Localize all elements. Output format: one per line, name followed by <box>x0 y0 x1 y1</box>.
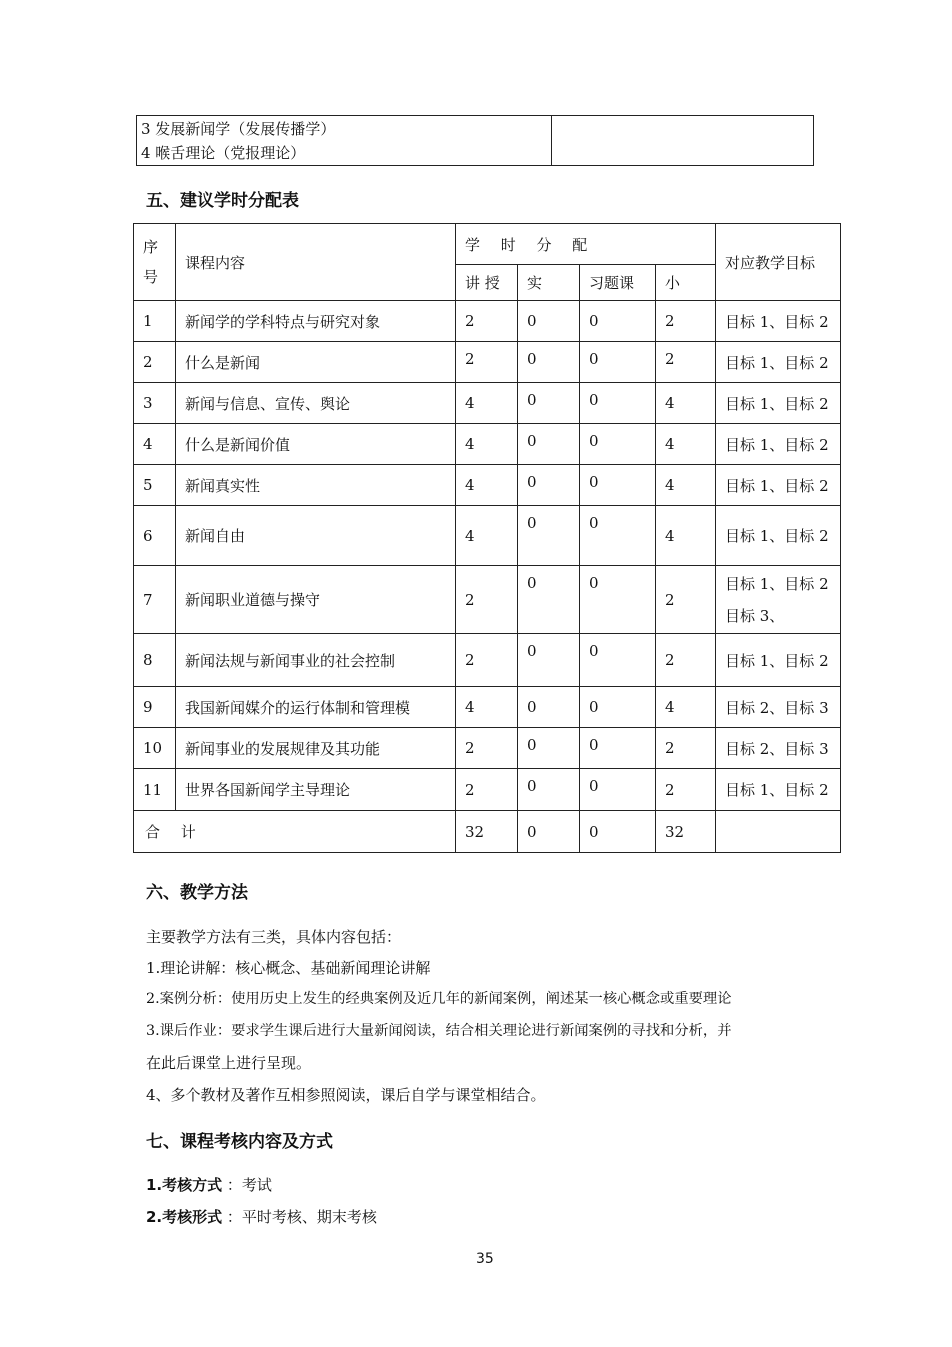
row-exercise: 0 <box>580 687 656 728</box>
total-goal-empty <box>716 811 841 853</box>
section-title: 五、建议学时分配表 <box>146 191 299 211</box>
paragraph: 3.课后作业：要求学生课后进行大量新闻阅读，结合相关理论进行新闻案例的寻找和分析，并 <box>146 1023 732 1039</box>
row-content: 世界各国新闻学主导理论 <box>176 769 456 811</box>
row-subtotal: 2 <box>656 342 716 383</box>
assessment-form-value: ：平时考核、期末考核 <box>226 1208 377 1226</box>
row-content: 什么是新闻价值 <box>176 424 456 465</box>
row-practice: 0 <box>518 687 580 728</box>
paragraph: 在此后课堂上进行呈现。 <box>146 1054 312 1072</box>
row-no: 8 <box>134 634 176 687</box>
header-seq <box>134 224 176 301</box>
row-subtotal: 2 <box>656 728 716 769</box>
row-practice: 0 <box>518 465 580 506</box>
row-lecture: 2 <box>456 342 518 383</box>
table-row <box>134 383 841 424</box>
row-exercise: 0 <box>580 634 656 687</box>
row-exercise: 0 <box>580 383 656 424</box>
total-label: 合 计 <box>134 811 456 853</box>
row-goal: 目标 1、目标 2 <box>716 424 841 465</box>
row-practice: 0 <box>518 728 580 769</box>
row-no: 3 <box>134 383 176 424</box>
total-row <box>134 811 841 853</box>
header-seq-line: 序 <box>143 238 159 256</box>
row-goal: 目标 1、目标 2 <box>716 634 841 687</box>
table-row <box>134 506 841 566</box>
total-subtotal: 32 <box>656 811 716 853</box>
row-subtotal: 4 <box>656 383 716 424</box>
row-exercise: 0 <box>580 769 656 811</box>
continuation-line: 4 喉舌理论（党报理论） <box>141 144 306 162</box>
header-practice: 实 <box>518 265 580 301</box>
continuation-line: 3 发展新闻学（发展传播学） <box>141 120 336 138</box>
row-no: 4 <box>134 424 176 465</box>
row-practice: 0 <box>518 342 580 383</box>
row-subtotal: 4 <box>656 465 716 506</box>
header-subtotal: 小 <box>656 265 716 301</box>
row-no: 11 <box>134 769 176 811</box>
row-lecture: 2 <box>456 566 518 634</box>
row-exercise: 0 <box>580 301 656 342</box>
row-exercise: 0 <box>580 465 656 506</box>
row-practice: 0 <box>518 769 580 811</box>
row-lecture: 2 <box>456 301 518 342</box>
row-content: 我国新闻媒介的运行体制和管理模 <box>176 687 456 728</box>
row-subtotal: 2 <box>656 566 716 634</box>
row-goal-line: 目标 1、目标 2 <box>725 574 829 593</box>
row-subtotal: 4 <box>656 687 716 728</box>
row-goal: 目标 1、目标 2 <box>716 465 841 506</box>
total-lecture: 32 <box>456 811 518 853</box>
assessment-form <box>146 1206 377 1227</box>
row-goal: 目标 1、目标 2 <box>716 769 841 811</box>
continuation-empty-cell <box>552 116 814 166</box>
row-content: 新闻自由 <box>176 506 456 566</box>
page-number: 35 <box>476 1251 494 1267</box>
row-subtotal: 2 <box>656 634 716 687</box>
row-goal: 目标 1、目标 2 <box>716 506 841 566</box>
row-content: 新闻职业道德与操守 <box>176 566 456 634</box>
row-lecture: 4 <box>456 383 518 424</box>
header-hours: 学 时 分 配 <box>456 224 716 265</box>
row-content: 新闻与信息、宣传、舆论 <box>176 383 456 424</box>
assessment-form-label: 2.考核形式 <box>146 1208 223 1226</box>
assessment-method-label: 1.考核方式 <box>146 1176 223 1194</box>
row-practice: 0 <box>518 424 580 465</box>
continuation-table <box>136 115 814 166</box>
row-subtotal: 4 <box>656 506 716 566</box>
row-lecture: 2 <box>456 728 518 769</box>
row-goal: 目标 2、目标 3 <box>716 687 841 728</box>
table-row <box>134 728 841 769</box>
row-goal: 目标 1、目标 2 <box>716 342 841 383</box>
row-no: 5 <box>134 465 176 506</box>
row-subtotal: 2 <box>656 769 716 811</box>
row-exercise: 0 <box>580 728 656 769</box>
paragraph: 2.案例分析：使用历史上发生的经典案例及近几年的新闻案例，阐述某一核心概念或重要理论 <box>146 991 732 1007</box>
paragraph: 1.理论讲解：核心概念、基础新闻理论讲解 <box>146 959 431 977</box>
hours-allocation-table <box>133 223 841 853</box>
row-practice: 0 <box>518 634 580 687</box>
row-goal-line: 目标 3、 <box>725 606 785 625</box>
table-row <box>134 687 841 728</box>
table-row <box>134 424 841 465</box>
table-row <box>134 465 841 506</box>
header-seq-line: 号 <box>143 268 159 286</box>
row-subtotal: 2 <box>656 301 716 342</box>
row-practice: 0 <box>518 383 580 424</box>
header-lecture: 讲 授 <box>456 265 518 301</box>
row-no: 2 <box>134 342 176 383</box>
row-practice: 0 <box>518 566 580 634</box>
row-lecture: 4 <box>456 687 518 728</box>
row-no: 10 <box>134 728 176 769</box>
total-exercise: 0 <box>580 811 656 853</box>
row-no: 6 <box>134 506 176 566</box>
row-goal: 目标 2、目标 3 <box>716 728 841 769</box>
row-no: 1 <box>134 301 176 342</box>
row-lecture: 4 <box>456 506 518 566</box>
section-title: 七、课程考核内容及方式 <box>146 1132 333 1152</box>
table-row <box>134 769 841 811</box>
header-goal: 对应教学目标 <box>716 224 841 301</box>
row-goal: 目标 1、目标 2 <box>716 301 841 342</box>
paragraph: 主要教学方法有三类，具体内容包括： <box>146 928 402 946</box>
table-row <box>134 301 841 342</box>
assessment-method <box>146 1174 272 1195</box>
paragraph: 4、多个教材及著作互相参照阅读，课后自学与课堂相结合。 <box>146 1086 546 1104</box>
row-content: 新闻法规与新闻事业的社会控制 <box>176 634 456 687</box>
total-practice: 0 <box>518 811 580 853</box>
row-practice: 0 <box>518 301 580 342</box>
header-exercise: 习题课 <box>580 265 656 301</box>
row-exercise: 0 <box>580 566 656 634</box>
continuation-cell <box>137 116 552 166</box>
row-subtotal: 4 <box>656 424 716 465</box>
row-practice: 0 <box>518 506 580 566</box>
row-lecture: 4 <box>456 465 518 506</box>
row-goal: 目标 1、目标 2 <box>716 383 841 424</box>
row-no: 9 <box>134 687 176 728</box>
row-lecture: 2 <box>456 769 518 811</box>
row-exercise: 0 <box>580 424 656 465</box>
row-exercise: 0 <box>580 506 656 566</box>
table-row <box>134 342 841 383</box>
header-content: 课程内容 <box>176 224 456 301</box>
row-content: 新闻真实性 <box>176 465 456 506</box>
assessment-method-value: ：考试 <box>226 1176 272 1194</box>
row-exercise: 0 <box>580 342 656 383</box>
row-content: 新闻事业的发展规律及其功能 <box>176 728 456 769</box>
table-row <box>134 566 841 634</box>
table-row <box>134 634 841 687</box>
row-lecture: 4 <box>456 424 518 465</box>
section-title: 六、教学方法 <box>146 883 248 903</box>
row-content: 什么是新闻 <box>176 342 456 383</box>
row-goal <box>716 566 841 634</box>
row-lecture: 2 <box>456 634 518 687</box>
row-no: 7 <box>134 566 176 634</box>
row-content: 新闻学的学科特点与研究对象 <box>176 301 456 342</box>
